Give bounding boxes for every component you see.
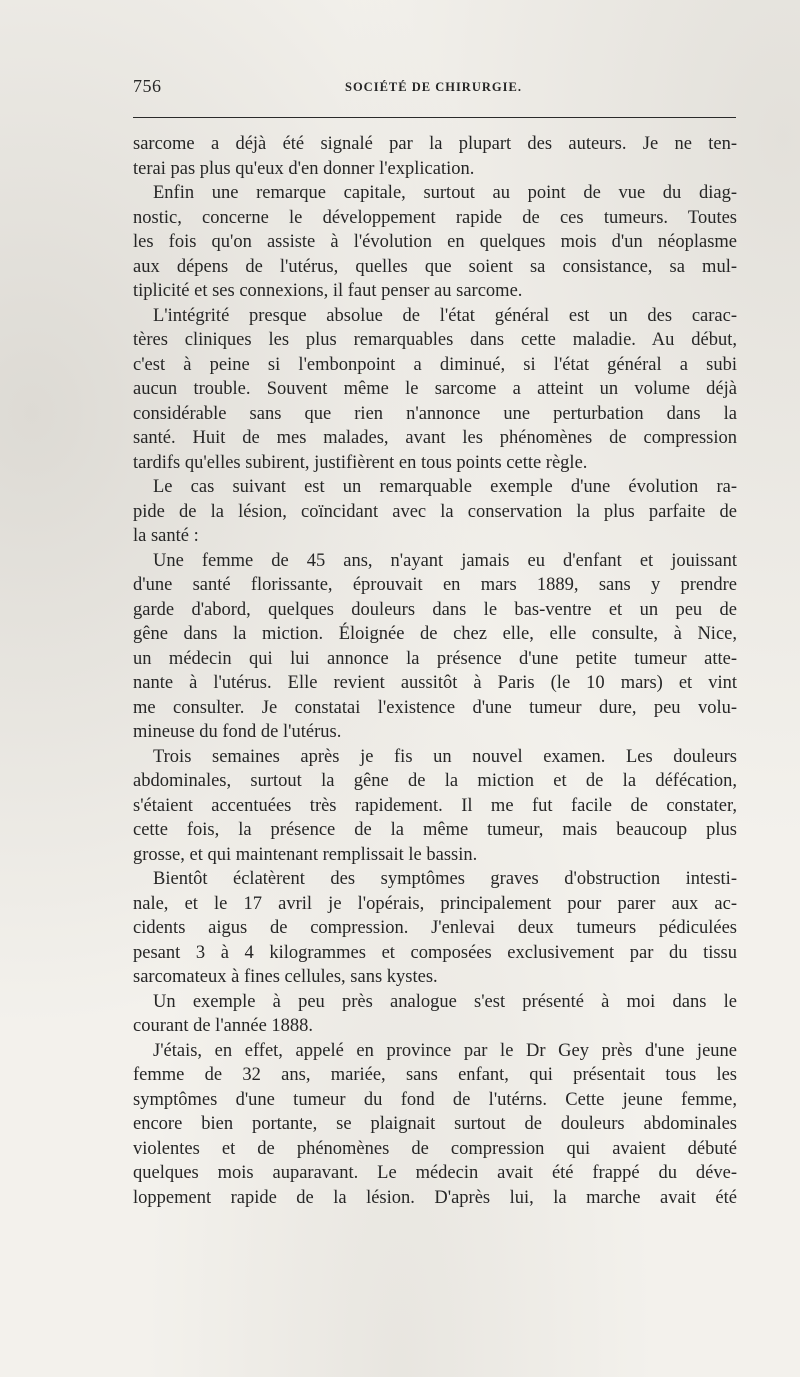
- text-line: tères cliniques les plus remarquables dans cette maladie. Au début,: [133, 330, 737, 350]
- text-line: loppement rapide de la lésion. D'après lui, la marche avait été: [133, 1187, 737, 1208]
- body-text: [133, 132, 737, 1210]
- text-line: gêne dans la miction. Éloignée de chez elle, elle consulte, à Nice,: [133, 624, 737, 644]
- text-line: femme de 32 ans, mariée, sans enfant, qui présentait tous les: [133, 1065, 737, 1085]
- text-line: cette fois, la présence de la même tumeur, mais beaucoup plus: [133, 820, 737, 840]
- text-line: Une femme de 45 ans, n'ayant jamais eu d'enfant et jouissant: [153, 550, 737, 571]
- text-line: L'intégrité presque absolue de l'état général est un des carac-: [153, 305, 737, 326]
- text-line: J'étais, en effet, appelé en province par le Dr Gey près d'une jeune: [153, 1040, 737, 1061]
- text-line: grosse, et qui maintenant remplissait le bassin.: [133, 844, 478, 865]
- text-line: cidents aigus de compression. J'enlevai deux tumeurs pédiculées: [133, 918, 737, 938]
- text-line: aucun trouble. Souvent même le sarcome a atteint un volume déjà: [133, 379, 737, 399]
- text-line: santé. Huit de mes malades, avant les phénomènes de compression: [133, 428, 737, 448]
- text-line: tardifs qu'elles subirent, justifièrent en tous points cette règle.: [133, 452, 588, 473]
- text-line: d'une santé florissante, éprouvait en mars 1889, sans y prendre: [133, 575, 737, 595]
- running-title: SOCIÉTÉ DE CHIRURGIE.: [345, 80, 522, 94]
- text-line: c'est à peine si l'embonpoint a diminué, si l'état général a subi: [133, 354, 737, 375]
- text-line: terai pas plus qu'eux d'en donner l'explication.: [133, 158, 475, 179]
- text-line: mineuse du fond de l'utérus.: [133, 722, 342, 742]
- text-line: me consulter. Je constatai l'existence d'une tumeur dure, peu volu-: [133, 697, 737, 718]
- text-line: un médecin qui lui annonce la présence d'une petite tumeur atte-: [133, 648, 737, 669]
- text-line: la santé :: [133, 526, 199, 546]
- text-line: encore bien portante, se plaignait surtout de douleurs abdominales: [133, 1114, 737, 1134]
- text-line: Trois semaines après je fis un nouvel examen. Les douleurs: [153, 746, 737, 767]
- header-rule: [133, 117, 736, 118]
- text-line: nale, et le 17 avril je l'opérais, principalement pour parer aux ac-: [133, 893, 737, 914]
- text-line: Bientôt éclatèrent des symptômes graves d'obstruction intesti-: [153, 869, 737, 889]
- text-line: sarcome a déjà été signalé par la plupart des auteurs. Je ne ten-: [133, 134, 737, 154]
- text-line: symptômes d'une tumeur du fond de l'utérns. Cette jeune femme,: [133, 1089, 737, 1110]
- text-line: sarcomateux à fines cellules, sans kystes.: [133, 967, 438, 987]
- text-line: abdominales, surtout la gêne de la miction et de la défécation,: [133, 771, 737, 791]
- page-number: 756: [133, 76, 162, 96]
- text-line: violentes et de phénomènes de compression qui avaient débuté: [133, 1138, 737, 1159]
- text-line: quelques mois auparavant. Le médecin avait été frappé du déve-: [133, 1163, 737, 1183]
- text-line: garde d'abord, quelques douleurs dans le bas-ventre et un peu de: [133, 599, 737, 620]
- text-line: tiplicité et ses connexions, il faut penser au sarcome.: [133, 281, 523, 301]
- text-line: les fois qu'on assiste à l'évolution en quelques mois d'un néoplasme: [133, 232, 737, 252]
- page-header: [133, 76, 736, 102]
- text-line: nostic, concerne le développement rapide de ces tumeurs. Toutes: [133, 207, 737, 228]
- text-line: courant de l'année 1888.: [133, 1016, 314, 1036]
- text-line: Le cas suivant est un remarquable exemple d'une évolution ra-: [153, 477, 737, 497]
- text-line: pesant 3 à 4 kilogrammes et composées exclusivement par du tissu: [133, 942, 737, 963]
- text-line: Enfin une remarque capitale, surtout au point de vue du diag-: [153, 183, 737, 203]
- text-line: pide de la lésion, coïncidant avec la conservation la plus parfaite de: [133, 501, 737, 522]
- text-line: considérable sans que rien n'annonce une perturbation dans la: [133, 403, 737, 424]
- text-line: s'étaient accentuées très rapidement. Il me fut facile de constater,: [133, 795, 737, 816]
- text-line: Un exemple à peu près analogue s'est présenté à moi dans le: [153, 991, 737, 1012]
- text-line: aux dépens de l'utérus, quelles que soient sa consistance, sa mul-: [133, 256, 737, 277]
- text-line: nante à l'utérus. Elle revient aussitôt à Paris (le 10 mars) et vint: [133, 673, 737, 693]
